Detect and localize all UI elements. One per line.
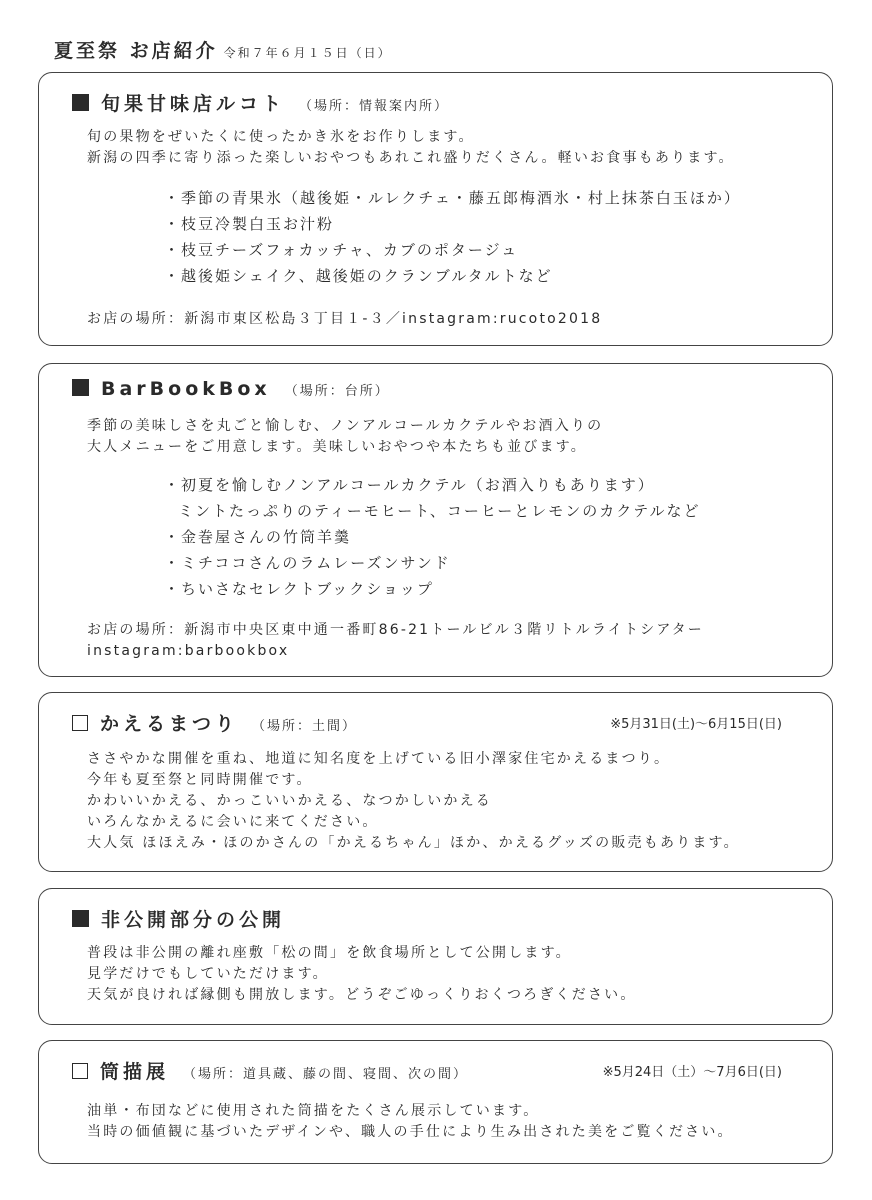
description-line: 普段は非公開の離れ座敷「松の間」を飲食場所として公開します。 (87, 945, 572, 961)
description-line: いろんなかえるに会いに来てください。 (87, 814, 379, 830)
filled-square-icon (72, 94, 89, 111)
event-dates: ※5月24日（土）〜7月6日(日) (602, 1065, 782, 1080)
event-card-tsutsugaki (38, 1040, 833, 1164)
event-description (87, 749, 740, 854)
description-line: 当時の価値観に基づいたデザインや、職人の手仕により生み出された美をご覧ください。 (87, 1124, 734, 1140)
event-description (87, 943, 637, 1006)
menu-item: ・枝豆冷製白玉お汁粉 (164, 215, 335, 233)
menu-item: ・ちいさなセレクトブックショップ (164, 580, 434, 598)
shop-place: （場所：台所） (284, 384, 390, 399)
menu-item: ・初夏を愉しむノンアルコールカクテル（お酒入りもあります） (164, 476, 655, 494)
instagram-line: instagram:barbookbox (87, 643, 290, 659)
shop-title: 旬果甘味店ルコト (101, 93, 286, 115)
description-line: 新潟の四季に寄り添った楽しいおやつもあれこれ盛りだくさん。軽いお食事もあります。 (87, 150, 735, 166)
description-line: 大人メニューをご用意します。美味しいおやつや本たちも並びます。 (87, 439, 587, 455)
shop-description (87, 127, 735, 169)
filled-square-icon (72, 910, 89, 927)
event-title: かえるまつり (100, 713, 239, 735)
description-line: ささやかな開催を重ね、地道に知名度を上げている旧小澤家住宅かえるまつり。 (87, 751, 671, 767)
event-place: （場所：道具蔵、藤の間、寝間、次の間） (183, 1067, 469, 1082)
menu-item: ・金巻屋さんの竹筒羊羹 (164, 528, 352, 546)
description-line: 季節の美味しさを丸ごと愉しむ、ノンアルコールカクテルやお酒入りの (87, 418, 604, 434)
address-line: お店の場所：新潟市中央区東中通一番町86-21トールビル３階リトルライトシアター (87, 622, 704, 638)
shop-place: （場所：情報案内所） (299, 99, 450, 114)
page-title-text: 夏至祭 お店紹介 (54, 40, 218, 62)
card-header (72, 1057, 468, 1084)
menu-list (164, 472, 701, 602)
description-line: 見学だけでもしていただけます。 (87, 966, 329, 982)
menu-item: ・ミチココさんのラムレーズンサンド (164, 554, 451, 572)
shop-description (87, 416, 603, 458)
page-title (54, 36, 392, 63)
shop-location: お店の場所：新潟市東区松島３丁目１-３／instagram:rucoto2018 (87, 311, 603, 327)
event-title: 筒描展 (100, 1061, 170, 1083)
event-date: 令和７年６月１５日（日） (223, 46, 392, 60)
description-line: 今年も夏至祭と同時開催です。 (87, 772, 313, 788)
event-card-kaeru-matsuri (38, 692, 833, 872)
filled-square-icon (72, 379, 89, 396)
description-line: 旬の果物をぜいたくに使ったかき氷をお作りします。 (87, 129, 475, 145)
event-dates: ※5月31日(土)〜6月15日(日) (610, 717, 782, 732)
description-line: かわいいかえる、かっこいいかえる、なつかしいかえる (87, 793, 492, 809)
description-line: 天気が良ければ縁側も開放します。どうぞごゆっくりおくつろぎください。 (87, 987, 637, 1003)
empty-square-icon (72, 715, 88, 731)
shop-card-barbookbox (38, 363, 833, 677)
card-header (72, 89, 449, 116)
event-description (87, 1101, 734, 1143)
menu-list (164, 185, 741, 289)
menu-item-detail: ミントたっぷりのティーモヒート、コーヒーとレモンのカクテルなど (178, 502, 701, 520)
empty-square-icon (72, 1063, 88, 1079)
event-title: 非公開部分の公開 (101, 909, 286, 931)
card-header (72, 905, 285, 932)
shop-title: BarBookBox (101, 378, 271, 400)
shop-card-rucoto (38, 72, 833, 346)
card-header (72, 378, 390, 400)
description-line: 油単・布団などに使用された筒描をたくさん展示しています。 (87, 1103, 540, 1119)
card-header (72, 709, 357, 736)
description-line: 大人気 ほほえみ・ほのかさんの「かえるちゃん」ほか、かえるグッズの販売もあります。 (87, 835, 740, 851)
menu-item: ・越後姫シェイク、越後姫のクランブルタルトなど (164, 267, 553, 285)
event-place: （場所：土間） (252, 719, 358, 734)
menu-item: ・枝豆チーズフォカッチャ、カブのポタージュ (164, 241, 519, 259)
shop-location (87, 620, 704, 662)
event-card-private-opening (38, 888, 833, 1025)
menu-item: ・季節の青果氷（越後姫・ルレクチェ・藤五郎梅酒氷・村上抹茶白玉ほか） (164, 189, 741, 207)
